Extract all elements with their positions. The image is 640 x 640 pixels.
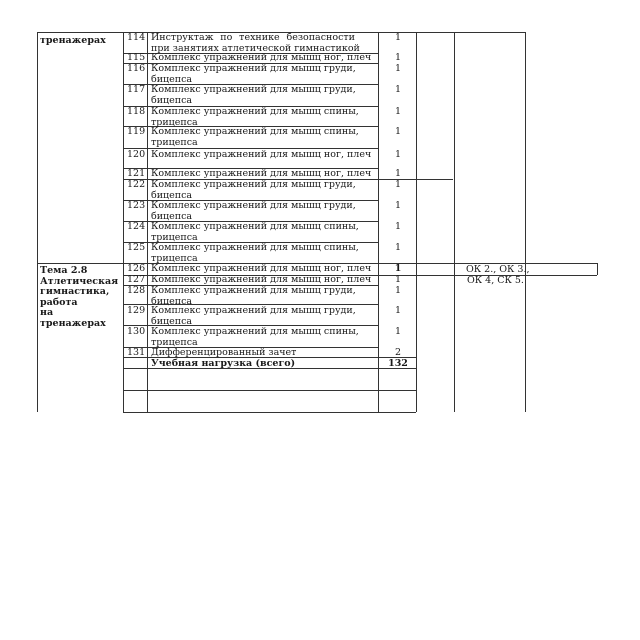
row-topic: Комплекс упражнений для мышц груди, бицепса — [151, 84, 356, 106]
topic-line: работа — [40, 296, 78, 308]
competencies-line: ОК 4, СК 5. — [467, 274, 524, 286]
row-hours: 1 — [394, 221, 402, 232]
row-topic: Комплекс упражнений для мышц ног, плеч — [151, 263, 372, 274]
row-number: 117 — [127, 84, 146, 95]
row-hours: 1 — [394, 285, 402, 296]
topic-label-2-8 — [40, 266, 118, 329]
row-number: 124 — [127, 221, 146, 232]
row-hours: 1 — [394, 32, 402, 43]
row-hours: 1 — [394, 149, 402, 160]
col-divider-5 — [454, 32, 455, 412]
col-divider-num — [123, 32, 124, 412]
row-topic: Комплекс упражнений для мышц ног, плеч — [151, 52, 372, 63]
col-divider-hours — [378, 32, 379, 412]
row-hours: 1 — [394, 305, 402, 316]
row-line — [123, 412, 416, 413]
total-hours: 132 — [388, 358, 408, 369]
row-number: 115 — [127, 52, 146, 63]
row-topic: Комплекс упражнений для мышц груди, бицепса — [151, 179, 356, 201]
row-number: 129 — [127, 305, 146, 316]
row-number: 116 — [127, 63, 146, 74]
row-topic: Комплекс упражнений для мышц ног, плеч — [151, 149, 372, 160]
table-border-left — [37, 32, 38, 412]
row-number: 122 — [127, 179, 146, 190]
row-hours: 1 — [394, 263, 402, 274]
row-number: 121 — [127, 168, 146, 179]
row-hours: 1 — [394, 179, 402, 190]
row-topic: Комплекс упражнений для мышц спины, трицепса — [151, 106, 359, 128]
competencies-cell — [466, 265, 530, 286]
row-topic: Комплекс упражнений для мышц груди, бицепса — [151, 305, 356, 327]
row-hours: 1 — [394, 274, 402, 285]
row-topic: Комплекс упражнений для мышц спины, трицепса — [151, 221, 359, 243]
row-number: 131 — [127, 347, 146, 358]
row-hours: 1 — [394, 242, 402, 253]
total-label: Учебная нагрузка (всего) — [151, 358, 296, 369]
topic-line: на — [40, 307, 54, 318]
row-topic: Комплекс упражнений для мышц груди, бицепса — [151, 200, 356, 222]
row-topic: Комплекс упражнений для мышц спины, трицепса — [151, 126, 359, 148]
competencies-line: ОК 2., ОК 3., — [466, 264, 530, 275]
row-number: 128 — [127, 285, 146, 296]
topic-line: Атлетическая — [40, 275, 119, 287]
row-number: 120 — [127, 149, 146, 160]
row-topic: Комплекс упражнений для мышц груди, бицепса — [151, 63, 356, 85]
row-number: 114 — [127, 32, 146, 43]
row-number: 130 — [127, 326, 146, 337]
row-topic: Комплекс упражнений для мышц груди, бицепса — [151, 285, 356, 307]
row-hours: 1 — [394, 326, 402, 337]
row-hours: 1 — [394, 106, 402, 117]
row-topic: Комплекс упражнений для мышц спины, трицепса — [151, 326, 359, 348]
row-hours: 1 — [394, 52, 402, 63]
row-number: 127 — [127, 274, 146, 285]
row-hours: 1 — [394, 200, 402, 211]
col-divider-content — [147, 32, 148, 412]
row-hours: 1 — [394, 168, 402, 179]
row-line — [123, 390, 416, 391]
overflow-cell-right — [597, 263, 598, 275]
row-topic: Комплекс упражнений для мышц спины, трицепса — [151, 242, 359, 264]
row-hours: 1 — [394, 126, 402, 137]
row-hours: 1 — [394, 84, 402, 95]
row-topic: Комплекс упражнений для мышц ног, плеч — [151, 274, 372, 285]
topic-line: Тема 2.8 — [40, 265, 88, 276]
row-number: 118 — [127, 106, 146, 117]
table-border-right — [525, 32, 526, 412]
row-number: 126 — [127, 263, 146, 274]
topic-line: тренажерах — [40, 317, 106, 329]
row-hours: 2 — [394, 347, 402, 358]
section-label-top: тренажерах — [40, 35, 106, 46]
row-topic: Комплекс упражнений для мышц ног, плеч — [151, 168, 372, 179]
row-hours: 1 — [394, 63, 402, 74]
row-number: 125 — [127, 242, 146, 253]
col-divider-4 — [416, 32, 417, 412]
row-topic: Дифференцированный зачет — [151, 347, 297, 358]
row-number: 123 — [127, 200, 146, 211]
row-number: 119 — [127, 126, 146, 137]
topic-line: гимнастика, — [40, 286, 110, 297]
row-topic: Инструктаж по технике безопасности при занятиях атлетической гимнастикой — [151, 32, 360, 54]
